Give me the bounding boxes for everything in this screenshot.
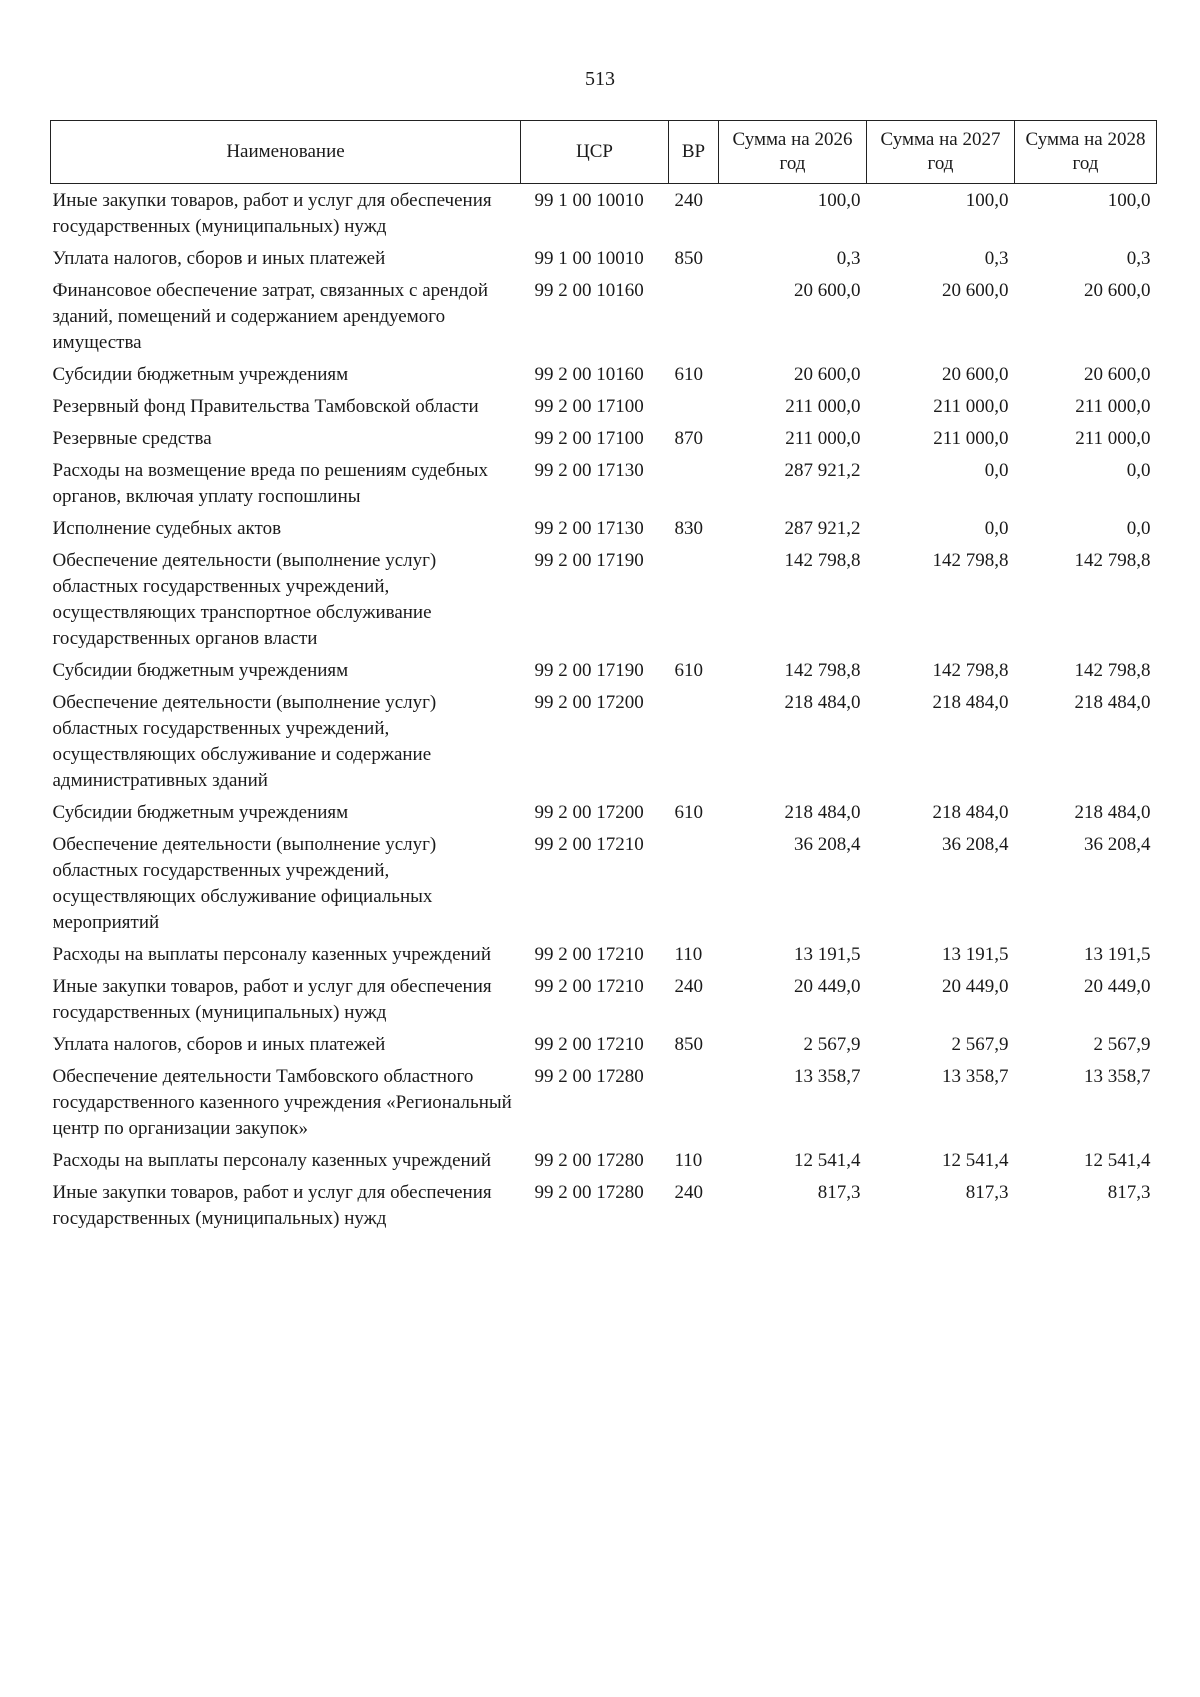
- row-name: Иные закупки товаров, работ и услуг для обеспечения государственных (муниципальных) нужд: [52, 190, 492, 237]
- row-name: Уплата налогов, сборов и иных платежей: [52, 1034, 386, 1055]
- row-sum-2026: 20 600,0: [794, 364, 861, 385]
- row-sum-2027: 0,0: [984, 460, 1009, 481]
- row-sum-2028: 12 541,4: [1084, 1150, 1151, 1171]
- table-row: [51, 939, 1157, 971]
- row-vr-code: 830: [674, 518, 703, 539]
- row-csr-code: 99 2 00 17100: [534, 396, 644, 417]
- row-sum-2027: 218 484,0: [932, 692, 1009, 713]
- row-vr-code: 240: [674, 190, 703, 211]
- row-sum-2026: 20 449,0: [794, 976, 861, 997]
- row-sum-2027: 0,3: [984, 248, 1009, 269]
- row-csr-code: 99 2 00 17210: [534, 976, 644, 997]
- row-sum-2027: 13 191,5: [942, 944, 1009, 965]
- row-sum-2027: 100,0: [965, 190, 1009, 211]
- row-csr-code: 99 1 00 10010: [534, 248, 644, 269]
- row-vr-code: 240: [674, 1182, 703, 1203]
- row-csr-code: 99 2 00 17200: [534, 802, 644, 823]
- table-row: [51, 275, 1157, 359]
- row-csr-code: 99 2 00 17130: [534, 518, 644, 539]
- row-vr-code: 870: [674, 428, 703, 449]
- row-name: Уплата налогов, сборов и иных платежей: [52, 248, 386, 269]
- row-vr-code: [669, 829, 719, 939]
- row-csr-code: 99 2 00 17190: [534, 660, 644, 681]
- page-number: 513: [585, 68, 615, 90]
- row-vr-code: [669, 391, 719, 423]
- row-sum-2027: 142 798,8: [932, 550, 1009, 571]
- row-sum-2028: 211 000,0: [1075, 428, 1151, 449]
- row-sum-2027: 20 600,0: [942, 280, 1009, 301]
- row-sum-2028: 36 208,4: [1084, 834, 1151, 855]
- row-name: Субсидии бюджетным учреждениям: [52, 660, 349, 681]
- row-sum-2026: 142 798,8: [784, 550, 861, 571]
- row-sum-2027: 13 358,7: [942, 1066, 1009, 1087]
- table-row: [51, 1061, 1157, 1145]
- row-vr-code: 610: [674, 660, 703, 681]
- row-name: Иные закупки товаров, работ и услуг для обеспечения государственных (муниципальных) нужд: [52, 976, 492, 1023]
- row-vr-code: 110: [674, 1150, 703, 1171]
- table-row: [51, 797, 1157, 829]
- row-name: Обеспечение деятельности (выполнение услуг) областных государственных учреждений, осуществляющих обслуживание и содержание административных зданий: [52, 692, 437, 791]
- row-vr-code: [669, 545, 719, 655]
- table-row: [51, 455, 1157, 513]
- row-vr-code: [669, 1061, 719, 1145]
- row-sum-2026: 287 921,2: [784, 518, 861, 539]
- row-sum-2027: 20 449,0: [942, 976, 1009, 997]
- row-sum-2027: 211 000,0: [933, 428, 1009, 449]
- table-row: [51, 655, 1157, 687]
- row-sum-2026: 13 358,7: [794, 1066, 861, 1087]
- row-sum-2027: 817,3: [965, 1182, 1009, 1203]
- row-sum-2026: 211 000,0: [785, 428, 861, 449]
- row-sum-2027: 12 541,4: [942, 1150, 1009, 1171]
- row-vr-code: 240: [674, 976, 703, 997]
- row-name: Иные закупки товаров, работ и услуг для обеспечения государственных (муниципальных) нужд: [52, 1182, 492, 1229]
- row-sum-2027: 211 000,0: [933, 396, 1009, 417]
- row-csr-code: 99 2 00 17210: [534, 944, 644, 965]
- row-sum-2028: 0,0: [1126, 518, 1151, 539]
- header-row: [51, 121, 1157, 184]
- row-sum-2027: 20 600,0: [942, 364, 1009, 385]
- row-name: Обеспечение деятельности Тамбовского областного государственного казенного учреждения «Региональный центр по организации закупок»: [52, 1066, 512, 1139]
- budget-table: [50, 120, 1157, 1235]
- row-sum-2027: 36 208,4: [942, 834, 1009, 855]
- row-csr-code: 99 2 00 10160: [534, 364, 644, 385]
- row-sum-2028: 13 191,5: [1084, 944, 1151, 965]
- table-row: [51, 1029, 1157, 1061]
- table-row: [51, 391, 1157, 423]
- row-name: Исполнение судебных актов: [52, 518, 282, 539]
- row-vr-code: 850: [674, 1034, 703, 1055]
- table-row: [51, 829, 1157, 939]
- row-sum-2027: 218 484,0: [932, 802, 1009, 823]
- row-vr-code: [669, 275, 719, 359]
- row-csr-code: 99 1 00 10010: [534, 190, 644, 211]
- row-sum-2026: 12 541,4: [794, 1150, 861, 1171]
- row-sum-2026: 2 567,9: [803, 1034, 861, 1055]
- row-sum-2028: 20 449,0: [1084, 976, 1151, 997]
- row-sum-2026: 287 921,2: [784, 460, 861, 481]
- row-name: Обеспечение деятельности (выполнение услуг) областных государственных учреждений, осуществляющих обслуживание официальных мероприятий: [52, 834, 437, 933]
- row-sum-2027: 0,0: [984, 518, 1009, 539]
- table-row: [51, 513, 1157, 545]
- row-sum-2026: 0,3: [836, 248, 861, 269]
- table-row: [51, 423, 1157, 455]
- row-sum-2028: 100,0: [1107, 190, 1151, 211]
- row-sum-2028: 218 484,0: [1074, 802, 1151, 823]
- row-name: Расходы на выплаты персоналу казенных учреждений: [52, 944, 492, 965]
- row-csr-code: 99 2 00 17280: [534, 1150, 644, 1171]
- row-sum-2026: 211 000,0: [785, 396, 861, 417]
- row-sum-2027: 142 798,8: [932, 660, 1009, 681]
- row-sum-2026: 13 191,5: [794, 944, 861, 965]
- row-name: Субсидии бюджетным учреждениям: [52, 802, 349, 823]
- row-sum-2027: 2 567,9: [951, 1034, 1009, 1055]
- header-csr: ЦСР: [521, 121, 669, 184]
- row-name: Финансовое обеспечение затрат, связанных с арендой зданий, помещений и содержанием арендуемого имущества: [52, 280, 489, 353]
- row-sum-2028: 13 358,7: [1084, 1066, 1151, 1087]
- row-sum-2028: 0,3: [1126, 248, 1151, 269]
- row-csr-code: 99 2 00 17210: [534, 834, 644, 855]
- row-name: Обеспечение деятельности (выполнение услуг) областных государственных учреждений, осуществляющих транспортное обслуживание государственных органов власти: [52, 550, 437, 649]
- table-row: [51, 184, 1157, 244]
- row-csr-code: 99 2 00 10160: [534, 280, 644, 301]
- row-sum-2028: 817,3: [1107, 1182, 1151, 1203]
- row-vr-code: [669, 455, 719, 513]
- table-row: [51, 359, 1157, 391]
- table-row: [51, 1177, 1157, 1235]
- row-sum-2028: 218 484,0: [1074, 692, 1151, 713]
- row-vr-code: 610: [674, 364, 703, 385]
- table-row: [51, 545, 1157, 655]
- header-vr: ВР: [669, 121, 719, 184]
- header-sum-2026: Сумма на 2026 год: [719, 121, 867, 184]
- row-vr-code: [669, 687, 719, 797]
- row-sum-2028: 142 798,8: [1074, 550, 1151, 571]
- row-csr-code: 99 2 00 17190: [534, 550, 644, 571]
- row-sum-2026: 142 798,8: [784, 660, 861, 681]
- table-row: [51, 1145, 1157, 1177]
- row-name: Субсидии бюджетным учреждениям: [52, 364, 349, 385]
- row-csr-code: 99 2 00 17280: [534, 1066, 644, 1087]
- row-csr-code: 99 2 00 17100: [534, 428, 644, 449]
- row-sum-2028: 20 600,0: [1084, 364, 1151, 385]
- table-row: [51, 687, 1157, 797]
- table-row: [51, 243, 1157, 275]
- row-sum-2028: 211 000,0: [1075, 396, 1151, 417]
- row-csr-code: 99 2 00 17200: [534, 692, 644, 713]
- row-sum-2026: 218 484,0: [784, 802, 861, 823]
- table-body: [51, 184, 1157, 1236]
- table-row: [51, 971, 1157, 1029]
- row-sum-2028: 0,0: [1126, 460, 1151, 481]
- row-csr-code: 99 2 00 17210: [534, 1034, 644, 1055]
- row-name: Расходы на выплаты персоналу казенных учреждений: [52, 1150, 492, 1171]
- row-sum-2026: 100,0: [817, 190, 861, 211]
- header-sum-2028: Сумма на 2028 год: [1015, 121, 1157, 184]
- row-vr-code: 850: [674, 248, 703, 269]
- header-name: Наименование: [51, 121, 521, 184]
- row-vr-code: 610: [674, 802, 703, 823]
- row-sum-2026: 817,3: [817, 1182, 861, 1203]
- row-sum-2026: 20 600,0: [794, 280, 861, 301]
- row-vr-code: 110: [674, 944, 703, 965]
- table-header: [51, 121, 1157, 184]
- row-sum-2028: 2 567,9: [1093, 1034, 1151, 1055]
- row-sum-2026: 218 484,0: [784, 692, 861, 713]
- row-csr-code: 99 2 00 17280: [534, 1182, 644, 1203]
- row-name: Расходы на возмещение вреда по решениям судебных органов, включая уплату госпошлины: [52, 460, 489, 507]
- row-sum-2028: 20 600,0: [1084, 280, 1151, 301]
- row-csr-code: 99 2 00 17130: [534, 460, 644, 481]
- header-sum-2027: Сумма на 2027 год: [867, 121, 1015, 184]
- row-name: Резервные средства: [52, 428, 212, 449]
- row-name: Резервный фонд Правительства Тамбовской области: [52, 396, 479, 417]
- row-sum-2026: 36 208,4: [794, 834, 861, 855]
- row-sum-2028: 142 798,8: [1074, 660, 1151, 681]
